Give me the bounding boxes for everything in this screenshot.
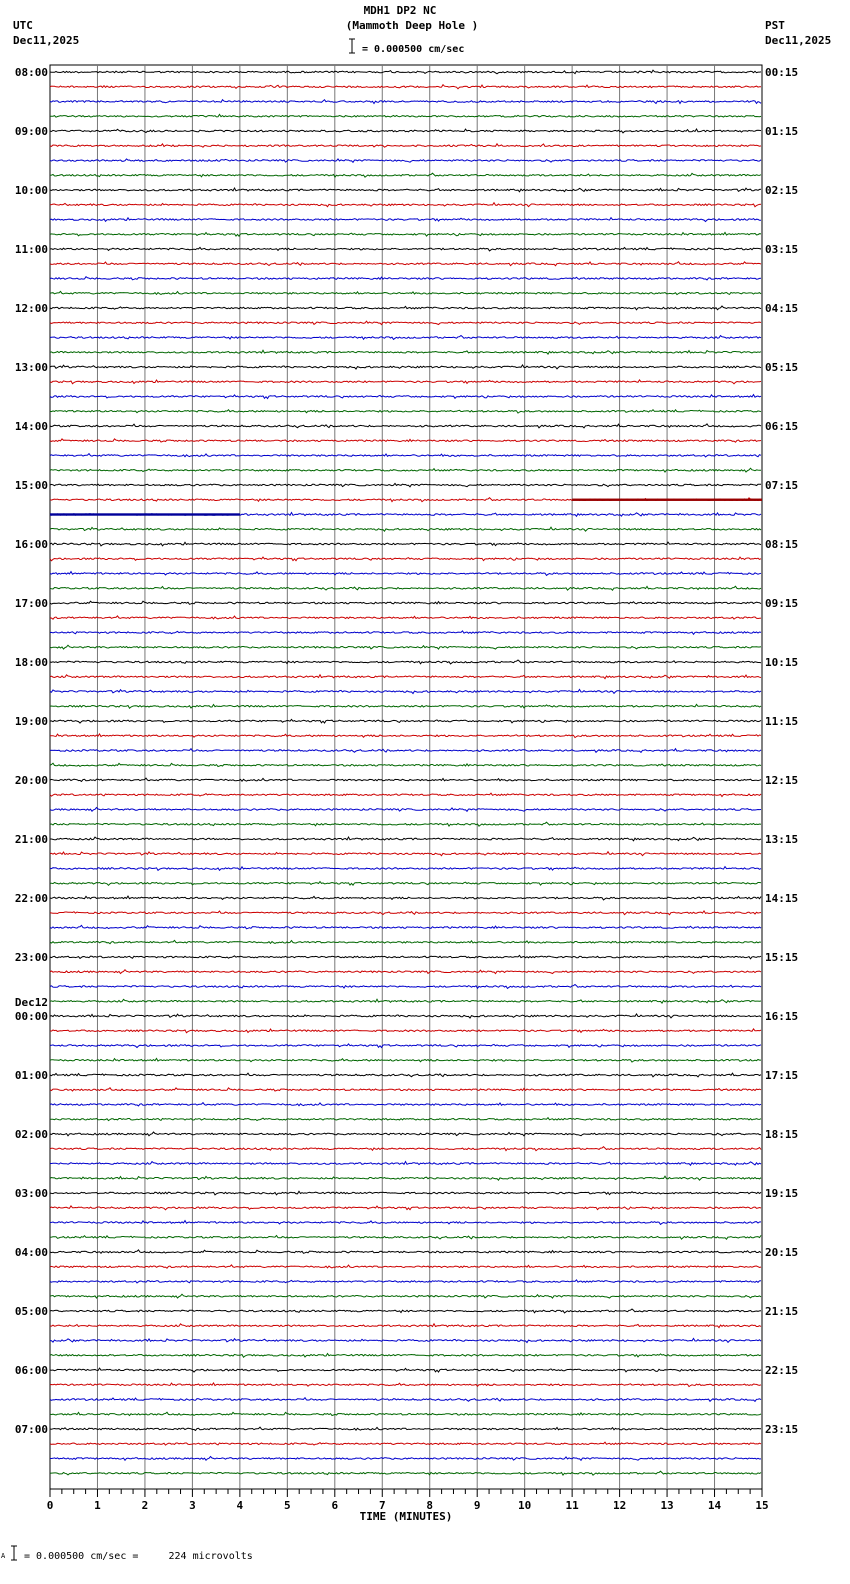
seismic-trace (50, 1412, 761, 1415)
seismic-trace (50, 1029, 761, 1033)
seismic-trace (50, 1442, 761, 1445)
seismic-trace (50, 925, 761, 928)
x-tick-label: 1 (94, 1499, 101, 1512)
seismic-trace (50, 1014, 761, 1018)
seismic-trace (50, 321, 761, 324)
x-tick-label: 2 (141, 1499, 149, 1512)
seismic-trace (50, 940, 761, 943)
utc-hour-label: 08:00 (14, 66, 48, 79)
utc-hour-label: 17:00 (14, 597, 48, 610)
pst-hour-label: 17:15 (765, 1069, 799, 1082)
pst-hour-label: 10:15 (765, 656, 799, 669)
pst-hour-label: 22:15 (765, 1364, 799, 1377)
seismic-trace (50, 689, 761, 693)
seismic-trace (50, 365, 761, 369)
x-tick-label: 12 (612, 1499, 627, 1512)
pst-hour-label: 14:15 (765, 892, 799, 905)
seismic-trace (50, 350, 761, 354)
seismic-trace (50, 1383, 761, 1387)
seismic-trace (50, 336, 761, 340)
seismic-trace (50, 114, 761, 117)
pst-hour-label: 12:15 (765, 774, 799, 787)
seismic-trace (50, 232, 761, 236)
seismic-trace (50, 1324, 761, 1328)
saturated-segment (572, 499, 762, 501)
pst-hour-label: 16:15 (765, 1010, 799, 1023)
x-tick-label: 3 (189, 1499, 196, 1512)
pst-hour-label: 00:15 (765, 66, 799, 79)
seismic-trace (50, 852, 761, 856)
x-tick-label: 11 (565, 1499, 579, 1512)
x-tick-label: 8 (426, 1499, 434, 1512)
seismic-trace (50, 704, 761, 708)
seismic-trace (50, 1457, 761, 1461)
pst-hour-label: 09:15 (765, 597, 799, 610)
seismic-trace (50, 85, 761, 89)
seismic-trace (50, 100, 761, 104)
seismic-trace (50, 1058, 761, 1062)
pst-hour-label: 11:15 (765, 715, 799, 728)
x-tick-label: 10 (518, 1499, 532, 1512)
utc-hour-label: 10:00 (14, 184, 48, 197)
seismic-trace (50, 911, 761, 915)
seismic-trace (50, 306, 761, 310)
seismic-trace (50, 527, 761, 531)
seismic-trace (50, 1221, 761, 1225)
x-tick-label: 14 (707, 1499, 722, 1512)
seismic-trace (50, 822, 761, 826)
seismic-trace (50, 970, 761, 974)
left-date: Dec11,2025 (13, 34, 80, 47)
right-date: Dec11,2025 (765, 34, 832, 47)
seismic-trace (50, 557, 761, 561)
utc-hour-label: 01:00 (14, 1069, 48, 1082)
seismic-trace (50, 1191, 761, 1195)
seismic-trace (50, 660, 761, 664)
utc-hour-label: 19:00 (14, 715, 48, 728)
pst-hour-label: 23:15 (765, 1423, 799, 1436)
seismic-trace (50, 586, 761, 590)
seismic-trace (50, 454, 761, 457)
seismic-trace (50, 1206, 761, 1210)
seismic-trace (50, 129, 761, 133)
pst-hour-label: 04:15 (765, 302, 799, 315)
left-timezone: UTC (13, 19, 33, 32)
utc-hour-label: 11:00 (14, 243, 48, 256)
seismic-trace (50, 793, 761, 796)
right-timezone: PST (765, 19, 785, 32)
seismic-trace (50, 1132, 761, 1136)
utc-hour-label: 07:00 (14, 1423, 48, 1436)
seismic-trace (50, 1073, 761, 1077)
utc-hour-label: 14:00 (14, 420, 48, 433)
date-change-label: Dec12 (14, 996, 48, 1009)
seismic-trace (50, 188, 761, 192)
pst-hour-label: 06:15 (765, 420, 799, 433)
seismic-trace (50, 173, 761, 177)
seismic-trace (50, 468, 761, 472)
seismic-trace (50, 778, 761, 781)
pst-hour-label: 05:15 (765, 361, 799, 374)
scale-bar-label: = 0.000500 cm/sec (362, 44, 465, 55)
seismic-trace (50, 70, 761, 74)
seismic-trace (50, 439, 761, 442)
pst-hour-label: 20:15 (765, 1246, 799, 1259)
seismic-trace (50, 1427, 761, 1430)
seismic-trace (50, 1044, 761, 1048)
seismic-trace (50, 1162, 761, 1166)
utc-hour-label: 20:00 (14, 774, 48, 787)
x-tick-label: 6 (331, 1499, 339, 1512)
seismic-trace (50, 1147, 761, 1151)
seismic-trace (50, 1176, 761, 1180)
pst-hour-label: 08:15 (765, 538, 799, 551)
seismic-trace (50, 144, 761, 147)
seismic-trace (50, 203, 761, 207)
footer-scale-text: = 0.000500 cm/sec = 224 microvolts (24, 1551, 253, 1562)
utc-hour-label: 21:00 (14, 833, 48, 846)
seismic-trace (50, 262, 761, 266)
seismic-trace (50, 1309, 761, 1313)
x-tick-label: 9 (473, 1499, 481, 1512)
x-tick-label: 15 (755, 1499, 769, 1512)
seismic-trace (50, 1398, 761, 1402)
seismic-trace (50, 1103, 761, 1106)
pst-hour-label: 07:15 (765, 479, 799, 492)
pst-hour-label: 02:15 (765, 184, 799, 197)
seismic-trace (50, 734, 761, 738)
saturated-segment (50, 513, 240, 515)
seismic-trace (50, 380, 761, 384)
utc-hour-label: 02:00 (14, 1128, 48, 1141)
station-title: MDH1 DP2 NC (363, 4, 437, 17)
utc-hour-label: 06:00 (14, 1364, 48, 1377)
utc-hour-label: 13:00 (14, 361, 48, 374)
seismic-trace (50, 1235, 761, 1239)
seismic-trace (50, 1471, 761, 1475)
utc-hour-label: 18:00 (14, 656, 48, 669)
seismic-trace (50, 1088, 761, 1091)
utc-hour-label: 23:00 (14, 951, 48, 964)
pst-hour-label: 15:15 (765, 951, 799, 964)
pst-hour-label: 19:15 (765, 1187, 799, 1200)
seismic-trace (50, 410, 761, 413)
seismic-trace (50, 247, 761, 251)
seismic-trace (50, 763, 761, 766)
pst-hour-label: 01:15 (765, 125, 799, 138)
seismic-trace (50, 749, 761, 753)
seismic-trace (50, 291, 761, 294)
seismic-trace (50, 999, 761, 1003)
seismic-trace (50, 572, 761, 576)
footer-prefix: A (1, 1552, 6, 1560)
seismic-trace (50, 955, 761, 958)
utc-hour-label: 15:00 (14, 479, 48, 492)
seismic-trace (50, 631, 761, 634)
seismic-trace (50, 601, 761, 604)
x-tick-label: 13 (660, 1499, 674, 1512)
seismic-trace (50, 1265, 761, 1268)
x-tick-label: 4 (236, 1499, 244, 1512)
utc-hour-label: 12:00 (14, 302, 48, 315)
seismic-trace (50, 1280, 761, 1283)
utc-hour-label: 04:00 (14, 1246, 48, 1259)
seismic-trace (50, 424, 761, 428)
seismic-trace (50, 719, 761, 723)
utc-hour-label: 16:00 (14, 538, 48, 551)
utc-hour-label: 09:00 (14, 125, 48, 138)
x-tick-label: 5 (284, 1499, 291, 1512)
pst-hour-label: 13:15 (765, 833, 799, 846)
seismic-trace (50, 675, 761, 679)
seismic-trace (50, 1250, 761, 1253)
utc-hour-label: 05:00 (14, 1305, 48, 1318)
seismic-trace (50, 645, 761, 649)
seismic-trace (50, 867, 761, 871)
seismic-trace (50, 542, 761, 546)
seismic-trace (50, 218, 761, 222)
utc-hour-label: 03:00 (14, 1187, 48, 1200)
x-axis-title: TIME (MINUTES) (359, 1510, 453, 1523)
seismic-trace (50, 483, 761, 486)
utc-hour-label: 22:00 (14, 892, 48, 905)
seismic-trace (50, 395, 761, 399)
seismic-trace (50, 277, 761, 280)
seismic-trace (50, 837, 761, 841)
pst-hour-label: 21:15 (765, 1305, 799, 1318)
x-tick-label: 0 (46, 1499, 54, 1512)
pst-hour-label: 18:15 (765, 1128, 799, 1141)
seismic-trace (50, 985, 761, 989)
seismic-trace (50, 1338, 761, 1342)
seismic-trace (50, 159, 761, 162)
seismic-trace (50, 1294, 761, 1298)
seismic-trace (50, 882, 761, 886)
seismic-trace (50, 1368, 761, 1372)
seismic-trace (50, 1118, 761, 1121)
x-tick-label: 7 (378, 1499, 386, 1512)
station-location: (Mammoth Deep Hole ) (345, 19, 479, 32)
seismic-trace (50, 1354, 761, 1358)
seismic-trace (50, 896, 761, 900)
seismic-trace (50, 616, 761, 619)
pst-hour-label: 03:15 (765, 243, 799, 256)
seismic-trace (50, 808, 761, 812)
utc-hour-label: 00:00 (14, 1010, 48, 1023)
